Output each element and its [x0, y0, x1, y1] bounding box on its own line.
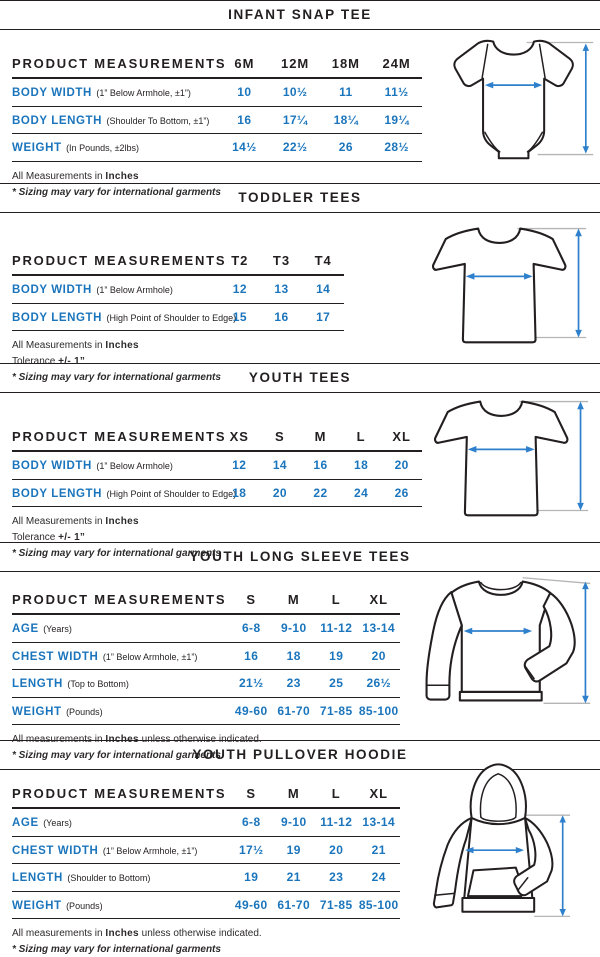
garment-illustration — [418, 219, 590, 348]
measurements-column-header: PRODUCT MEASUREMENTS — [12, 427, 219, 451]
size-column-header: 12M — [270, 54, 321, 78]
measurement-value: 26 — [381, 479, 422, 507]
size-column-header: 24M — [371, 54, 422, 78]
row-label-cell — [12, 303, 237, 331]
hoodie-diagram — [420, 760, 572, 921]
row-label: BODY LENGTH — [12, 487, 103, 500]
measurement-value: 18¼ — [321, 106, 372, 134]
row-note: (Pounds) — [66, 900, 103, 911]
hem-band — [462, 898, 534, 912]
measurement-value: 22½ — [270, 134, 321, 162]
measurements-column-header: PRODUCT MEASUREMENTS — [12, 784, 230, 808]
footnote-segment: * Sizing may vary for international garments — [12, 548, 221, 559]
measurement-value: 85-100 — [358, 697, 401, 725]
measurement-value: 23 — [315, 864, 358, 892]
size-chart-section — [0, 740, 600, 955]
body-length-arrow — [577, 402, 584, 511]
measurement-value: 10½ — [270, 78, 321, 106]
row-note: (1” Below Armhole) — [96, 285, 173, 295]
measurement-value: 18 — [273, 642, 316, 670]
measurement-value: 28½ — [371, 134, 422, 162]
section-divider-bottom — [0, 29, 600, 30]
garment-illustration — [418, 570, 594, 713]
length-arrow — [559, 815, 565, 916]
measurement-value: 12 — [219, 451, 260, 479]
row-label: CHEST WIDTH — [12, 650, 99, 663]
section-title: TODDLER TEES — [238, 190, 362, 205]
footnote-segment: * Sizing may vary for international garments — [12, 750, 221, 761]
garment-illustration — [420, 760, 572, 921]
measurement-value: 16 — [261, 303, 303, 331]
measurement-value: 6-8 — [230, 614, 273, 642]
measurement-value: 49-60 — [230, 697, 273, 725]
row-label-cell — [12, 614, 230, 642]
footnote-segment: All Measurements in — [12, 340, 106, 351]
size-column-header: M — [300, 427, 341, 451]
extension-line-top — [523, 578, 591, 584]
row-label-cell — [12, 451, 219, 479]
row-label-cell — [12, 642, 230, 670]
measurement-value: 19 — [273, 836, 316, 864]
row-note: (Years) — [43, 818, 72, 828]
garment-outline — [433, 229, 565, 343]
measurement-value: 20 — [260, 479, 301, 507]
row-label-cell — [12, 670, 230, 698]
measurements-table — [12, 784, 400, 919]
footnote-segment: Inches — [105, 928, 139, 939]
footnote-segment: Inches — [105, 340, 139, 351]
measurements-table — [12, 427, 422, 507]
footnotes — [12, 928, 600, 957]
measurements-column-header: PRODUCT MEASUREMENTS — [12, 251, 219, 275]
measurement-value: 13-14 — [358, 614, 401, 642]
measurement-value: 11-12 — [315, 614, 358, 642]
measurement-value: 14 — [302, 275, 344, 303]
size-column-header: XL — [358, 590, 401, 614]
measurement-value: 6-8 — [230, 808, 273, 836]
row-label-cell — [12, 134, 219, 162]
table-row — [12, 808, 400, 836]
size-column-header: S — [260, 427, 301, 451]
garment-outline — [435, 402, 567, 516]
size-column-header: T4 — [302, 251, 344, 275]
row-label-cell — [12, 891, 230, 919]
size-column-header: T2 — [219, 251, 261, 275]
table-row — [12, 670, 400, 698]
measurement-value: 17 — [302, 303, 344, 331]
measurement-value: 16 — [219, 106, 270, 134]
measurement-value: 11½ — [371, 78, 422, 106]
row-label: BODY WIDTH — [12, 87, 92, 99]
measurement-value: 18 — [219, 479, 260, 507]
row-note: (Shoulder To Bottom, ±1”) — [106, 115, 210, 126]
onesie-diagram — [434, 34, 596, 164]
left-sleeve — [427, 592, 462, 700]
size-column-header: L — [315, 590, 358, 614]
row-note: (1” Below Armhole, ±1”) — [96, 88, 191, 98]
measurement-value: 14 — [260, 451, 301, 479]
measurement-value: 9-10 — [273, 614, 316, 642]
table-row — [12, 614, 400, 642]
measurement-value: 18 — [341, 451, 382, 479]
garment-illustration — [420, 392, 592, 521]
table-row — [12, 451, 422, 479]
size-column-header: S — [230, 784, 273, 808]
row-label: WEIGHT — [12, 142, 62, 154]
measurement-value: 20 — [358, 642, 401, 670]
measurement-value: 21½ — [230, 670, 273, 698]
measurement-value: 11-12 — [315, 808, 358, 836]
table-header-row — [12, 427, 422, 451]
measurement-value: 20 — [381, 451, 422, 479]
row-label: LENGTH — [12, 872, 63, 884]
section-title: YOUTH TEES — [248, 370, 352, 385]
table-row — [12, 78, 422, 106]
row-note: (Years) — [43, 624, 72, 634]
table-row — [12, 303, 344, 331]
table-header-row — [12, 251, 344, 275]
table-row — [12, 106, 422, 134]
measurement-value: 13 — [261, 275, 303, 303]
section-title: YOUTH PULLOVER HOODIE — [192, 747, 408, 762]
measurement-value: 16 — [300, 451, 341, 479]
row-note: (1” Below Armhole, ±1”) — [102, 651, 198, 662]
section-title: YOUTH LONG SLEEVE TEES — [189, 549, 411, 564]
longsleeve-diagram — [418, 570, 594, 713]
measurement-value: 23 — [273, 670, 316, 698]
measurement-value: 61-70 — [273, 697, 316, 725]
measurements-table — [12, 590, 400, 725]
row-label: WEIGHT — [12, 899, 62, 912]
measurement-value: 11 — [321, 78, 372, 106]
measurement-value: 49-60 — [230, 891, 273, 919]
measurement-value: 13-14 — [358, 808, 401, 836]
footnote-segment: All Measurements in — [12, 516, 106, 527]
table-row — [12, 697, 400, 725]
footnote-line — [12, 944, 600, 957]
measurement-value: 17½ — [230, 836, 273, 864]
row-note: (1” Below Armhole) — [96, 461, 173, 471]
footnote-segment: Tolerance — [12, 356, 59, 367]
measurement-value: 16 — [230, 642, 273, 670]
body-length-arrow — [583, 43, 589, 153]
footnote-segment: unless otherwise indicated. — [138, 928, 262, 939]
measurement-value: 20 — [315, 836, 358, 864]
row-label-cell — [12, 78, 219, 106]
measurement-value: 85-100 — [358, 891, 401, 919]
measurement-value: 19¼ — [371, 106, 422, 134]
tee-diagram — [420, 392, 592, 521]
size-column-header: XL — [381, 427, 422, 451]
footnote-segment: Inches — [105, 734, 139, 745]
measurement-value: 71-85 — [315, 697, 358, 725]
row-label: BODY LENGTH — [12, 114, 103, 127]
size-column-header: 6M — [219, 54, 270, 78]
measurement-value: 26 — [321, 134, 372, 162]
length-arrow — [582, 582, 589, 704]
measurement-value: 19 — [315, 642, 358, 670]
footnote-segment: unless otherwise indicated. — [138, 734, 262, 745]
footnote-line — [12, 171, 600, 184]
measurement-value: 22 — [300, 479, 341, 507]
row-label: AGE — [12, 623, 39, 635]
measurement-value: 12 — [219, 275, 261, 303]
measurement-value: 19 — [230, 864, 273, 892]
measurement-value: 21 — [273, 864, 316, 892]
footnote-segment: Inches — [105, 516, 139, 527]
measurement-value: 21 — [358, 836, 401, 864]
section-divider-bottom — [0, 212, 600, 213]
measurement-value: 10 — [219, 78, 270, 106]
row-label: BODY LENGTH — [12, 311, 103, 324]
table-row — [12, 134, 422, 162]
row-label: WEIGHT — [12, 705, 62, 718]
table-row — [12, 891, 400, 919]
row-label: LENGTH — [12, 678, 63, 690]
garment-illustration — [434, 34, 596, 164]
footnote-segment: Tolerance — [12, 532, 59, 543]
measurement-value: 71-85 — [315, 891, 358, 919]
measurement-value: 25 — [315, 670, 358, 698]
measurement-value: 14½ — [219, 134, 270, 162]
row-note: (Top to Bottom) — [67, 679, 129, 689]
body-length-arrow — [575, 229, 582, 338]
row-label-cell — [12, 808, 230, 836]
table-header-row — [12, 784, 400, 808]
footnote-segment: * Sizing may vary for international garments — [12, 372, 221, 383]
measurement-value: 15 — [219, 303, 261, 331]
row-label-cell — [12, 106, 219, 134]
row-note: (High Point of Shoulder to Edge) — [106, 312, 237, 323]
footnote-segment: All measurements in — [12, 734, 106, 745]
row-label-cell — [12, 275, 219, 303]
row-note: (Shoulder to Bottom) — [67, 873, 151, 883]
table-row — [12, 836, 400, 864]
table-row — [12, 864, 400, 892]
footnote-segment: All measurements in — [12, 928, 106, 939]
size-column-header: XS — [219, 427, 260, 451]
row-label-cell — [12, 697, 230, 725]
table-row — [12, 275, 344, 303]
table-header-row — [12, 590, 400, 614]
size-column-header: M — [273, 784, 316, 808]
hem-band — [460, 692, 542, 701]
measurements-table — [12, 251, 344, 331]
measurement-value: 26½ — [358, 670, 401, 698]
tee-diagram — [418, 219, 590, 348]
measurements-column-header: PRODUCT MEASUREMENTS — [12, 54, 219, 78]
measurement-value: 24 — [358, 864, 401, 892]
size-column-header: T3 — [261, 251, 303, 275]
measurements-table — [12, 54, 422, 162]
row-note: (In Pounds, ±2lbs) — [66, 143, 140, 153]
section-title: INFANT SNAP TEE — [228, 7, 372, 22]
footnote-segment: +/- 1” — [58, 356, 86, 367]
measurement-value: 17¼ — [270, 106, 321, 134]
footnote-line — [12, 928, 600, 941]
size-column-header: 18M — [321, 54, 372, 78]
row-label-cell — [12, 836, 230, 864]
collar-line — [481, 583, 521, 590]
measurement-value: 24 — [341, 479, 382, 507]
size-column-header: S — [230, 590, 273, 614]
row-label: CHEST WIDTH — [12, 844, 99, 857]
measurement-value: 61-70 — [273, 891, 316, 919]
row-label: AGE — [12, 817, 39, 829]
row-note: (High Point of Shoulder to Edge) — [106, 488, 237, 499]
row-label-cell — [12, 479, 237, 507]
size-column-header: L — [341, 427, 382, 451]
footnote-segment: Inches — [105, 170, 139, 182]
size-column-header: L — [315, 784, 358, 808]
footnote-segment: * Sizing may vary for international garments — [12, 186, 221, 198]
table-row — [12, 479, 422, 507]
footnote-segment: +/- 1” — [58, 532, 86, 543]
measurement-value: 9-10 — [273, 808, 316, 836]
row-label: BODY WIDTH — [12, 460, 92, 472]
garment-outline — [454, 41, 572, 158]
table-row — [12, 642, 400, 670]
row-label-cell — [12, 864, 230, 892]
footnote-segment: * Sizing may vary for international garments — [12, 944, 221, 955]
measurements-column-header: PRODUCT MEASUREMENTS — [12, 590, 230, 614]
row-label: BODY WIDTH — [12, 284, 92, 296]
row-note: (1” Below Armhole, ±1”) — [102, 845, 198, 856]
row-note: (Pounds) — [66, 706, 103, 717]
size-column-header: XL — [358, 784, 401, 808]
table-header-row — [12, 54, 422, 78]
size-column-header: M — [273, 590, 316, 614]
footnote-segment: All Measurements in — [12, 170, 106, 182]
